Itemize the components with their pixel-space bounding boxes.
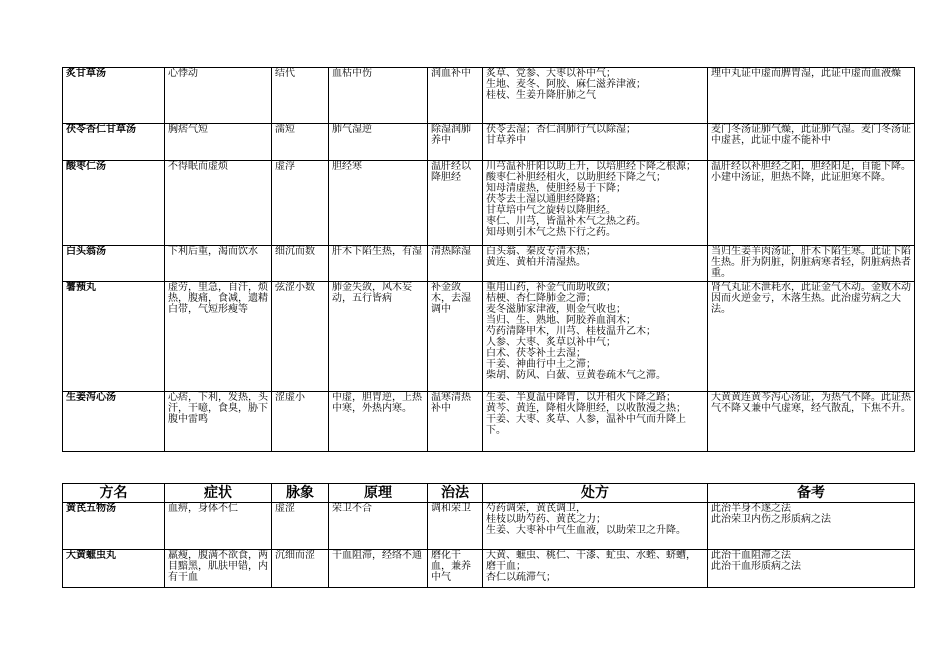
notes-text: 此治半身不遂之法 此治荣卫内伤之形质病之法 [711, 503, 831, 525]
notes-text: 此治干血阻滞之法 此治干血形质病之法 [711, 550, 801, 572]
prescription-line: 桂枝、生姜升降肝肺之气 [486, 90, 596, 101]
prescription-line: 生地、麦冬、阿胶、麻仁滋养津液； [486, 79, 646, 90]
prescription-line: 白术、茯苓补土去湿； [486, 348, 586, 359]
formula-name-text: 白头翁汤 [66, 246, 106, 257]
prescription-line: 重用山药，补金气而助收敛； [486, 282, 616, 293]
prescription-cell [483, 550, 708, 588]
prescription-line: 芍药调荣，黄芪调卫， [486, 503, 586, 514]
prescription-line: 大黄、蟅虫、桃仁、干漆、虻虫、水蛭、蛴螬，磨干血； [486, 550, 696, 572]
pulse-cell [272, 392, 329, 452]
principle-cell [329, 282, 428, 392]
notes-text: 大黄黄连黄芩泻心汤证，为热气不降。此证热气不降又兼中气虚寒，经气散乱，下焦不升。 [711, 392, 911, 414]
table-row [63, 282, 915, 392]
notes-cell [708, 282, 915, 392]
principle-cell [329, 503, 428, 550]
method-cell [428, 550, 483, 588]
prescription-line: 生姜、半夏温中降胃，以开相火下降之路； [486, 392, 676, 403]
header-notes: 备考 [708, 484, 915, 503]
principle-text: 肺金失敛，风木妄动，五行皆病 [332, 282, 412, 304]
formula-name-cell [63, 124, 165, 161]
prescription-line: 人参、大枣、炙草以补中气； [486, 337, 616, 348]
formula-table-lower [62, 483, 915, 588]
principle-cell [329, 124, 428, 161]
formula-name-cell [63, 503, 165, 550]
prescription-line: 茯苓去湿；杏仁润肺行气以除湿； [486, 124, 636, 135]
method-text: 温肝经以降胆经 [431, 161, 471, 183]
pulse-text: 涩虚小 [275, 392, 305, 403]
notes-text: 当归生姜羊肉汤证，肝木下陷生寒。此证下陷生热。肝为阴脏，阴脏病寒者轻，阴脏病热者重。 [711, 246, 911, 279]
pulse-cell [272, 161, 329, 246]
prescription-line: 黄连、黄柏并清湿热。 [486, 257, 586, 268]
pulse-cell [272, 68, 329, 124]
prescription-line: 黄芩、黄连，降相火降胆经，以收散漫之热； [486, 403, 686, 414]
method-text: 调和荣卫 [431, 503, 471, 514]
pulse-text: 虚浮 [275, 161, 295, 172]
formula-name-text: 炙甘草汤 [66, 68, 106, 79]
symptom-text: 心痞，下利，发热，头汗，干噫，食臭，胁下腹中雷鸣 [168, 392, 268, 425]
formula-name-cell [63, 282, 165, 392]
pulse-text: 细沉而数 [275, 246, 315, 257]
formula-name-cell [63, 68, 165, 124]
prescription-line: 桔梗、杏仁降肺金之滞； [486, 293, 596, 304]
method-text: 温寒清热补中 [431, 392, 471, 414]
principle-cell [329, 161, 428, 246]
header-symptom: 症状 [165, 484, 272, 503]
principle-text: 血枯中伤 [332, 68, 372, 79]
pulse-cell [272, 503, 329, 550]
prescription-line: 甘草培中气之旋转以降胆经。 [486, 205, 616, 216]
notes-cell [708, 392, 915, 452]
symptom-cell [165, 503, 272, 550]
method-cell [428, 392, 483, 452]
principle-cell [329, 68, 428, 124]
formula-table-upper [62, 67, 915, 452]
prescription-line: 知母清虚热，使胆经易于下降； [486, 183, 626, 194]
principle-cell [329, 550, 428, 588]
prescription-line: 柴胡、防风、白蔹、豆黄卷疏木气之滞。 [486, 370, 666, 381]
notes-cell [708, 124, 915, 161]
notes-text: 温肝经以补胆经之阳，胆经阳足，自能下降。 小建中汤证，胆热不降，此证胆寒不降。 [711, 161, 911, 183]
notes-text: 理中丸证中虚而脾胃湿，此证中虚而血液燥 [711, 68, 901, 79]
pulse-cell [272, 550, 329, 588]
method-text: 清热除湿 [431, 246, 471, 257]
prescription-line: 酸枣仁补胆经相火，以助胆经下降之气； [486, 172, 666, 183]
header-formula-name: 方名 [63, 484, 165, 503]
header-method: 治法 [428, 484, 483, 503]
prescription-line: 芍药清降甲木，川芎、桂枝温升乙木； [486, 326, 656, 337]
symptom-text: 心悸动 [168, 68, 198, 79]
notes-text: 肾气丸证木泄耗水，此证金气木动。金败木动因而火逆金亏，木落生热。此治虚劳病之大法。 [711, 282, 911, 315]
prescription-line: 甘草养中 [486, 135, 526, 146]
symptom-cell [165, 68, 272, 124]
symptom-cell [165, 246, 272, 282]
prescription-line: 桂枝以助芍药、黄芪之力； [486, 514, 606, 525]
symptom-text: 胸痞气短 [168, 124, 208, 135]
principle-text: 中虚，胆胃逆，上热中寒，外热内寒。 [332, 392, 422, 414]
header-principle: 原理 [329, 484, 428, 503]
method-cell [428, 503, 483, 550]
table-row [63, 503, 915, 550]
prescription-cell [483, 161, 708, 246]
method-text: 磨化干血，兼养中气 [431, 550, 471, 583]
formula-name-cell [63, 392, 165, 452]
formula-name-text: 茯苓杏仁甘草汤 [66, 124, 136, 135]
formula-name-text: 大黄蟅虫丸 [66, 550, 116, 561]
prescription-cell [483, 503, 708, 550]
method-cell [428, 161, 483, 246]
principle-text: 荣卫不合 [332, 503, 372, 514]
prescription-cell [483, 282, 708, 392]
formula-name-cell [63, 550, 165, 588]
symptom-cell [165, 392, 272, 452]
method-cell [428, 246, 483, 282]
symptom-cell [165, 282, 272, 392]
principle-text: 胆经寒 [332, 161, 362, 172]
table-row [63, 68, 915, 124]
notes-cell [708, 503, 915, 550]
pulse-cell [272, 282, 329, 392]
method-cell [428, 68, 483, 124]
prescription-line: 麦冬滋肺家津液，则金气收也； [486, 304, 626, 315]
notes-cell [708, 246, 915, 282]
table-row [63, 124, 915, 161]
header-prescription: 处方 [483, 484, 708, 503]
symptom-text: 下利后重，渴而饮水 [168, 246, 258, 257]
notes-text: 麦门冬汤证肺气燥，此证肺气湿。麦门冬汤证中虚甚，此证中虚不能补中 [711, 124, 911, 146]
notes-cell [708, 68, 915, 124]
formula-name-text: 生姜泻心汤 [66, 392, 116, 403]
prescription-line: 干姜、大枣、炙草、人参，温补中气而升降上下。 [486, 414, 686, 436]
formula-name-cell [63, 246, 165, 282]
table-header-row [63, 484, 915, 503]
notes-cell [708, 161, 915, 246]
symptom-cell [165, 124, 272, 161]
prescription-line: 炙草、党参、大枣以补中气； [486, 68, 616, 79]
pulse-text: 沉细而涩 [275, 550, 315, 561]
symptom-cell [165, 161, 272, 246]
principle-text: 干血阻滞，经络不通 [332, 550, 422, 561]
prescription-line: 白头翁、秦皮专清木热； [486, 246, 596, 257]
table-row [63, 392, 915, 452]
principle-text: 肝木下陷生热，有湿 [332, 246, 422, 257]
symptom-text: 血痹，身体不仁 [168, 503, 238, 514]
method-text: 除湿润肺养中 [431, 124, 471, 146]
prescription-line: 干姜、神曲行中土之滞； [486, 359, 596, 370]
table-row [63, 550, 915, 588]
pulse-text: 虚涩 [275, 503, 295, 514]
method-text: 润血补中 [431, 68, 471, 79]
prescription-line: 川芎温补肝阳以助上升，以培胆经下降之根源； [486, 161, 696, 172]
pulse-cell [272, 246, 329, 282]
formula-name-cell [63, 161, 165, 246]
pulse-cell [272, 124, 329, 161]
prescription-cell [483, 68, 708, 124]
symptom-text: 羸瘦，腹满不欲食，两目黯黑，肌肤甲错，内有干血 [168, 550, 268, 583]
formula-name-text: 薯蓣丸 [66, 282, 96, 293]
principle-cell [329, 392, 428, 452]
method-cell [428, 124, 483, 161]
principle-text: 肺气湿逆 [332, 124, 372, 135]
prescription-line: 茯苓去土湿以通胆经降路； [486, 194, 606, 205]
prescription-line: 杏仁以疏滞气； [486, 572, 556, 583]
pulse-text: 结代 [275, 68, 295, 79]
prescription-line: 生姜、大枣补中气生血液，以助荣卫之升降。 [486, 525, 686, 536]
formula-name-text: 酸枣仁汤 [66, 161, 106, 172]
symptom-cell [165, 550, 272, 588]
pulse-text: 弦涩小数 [275, 282, 315, 293]
table-row [63, 161, 915, 246]
formula-name-text: 黄芪五物汤 [66, 503, 116, 514]
principle-cell [329, 246, 428, 282]
symptom-text: 虚劳，里急，自汗，烦热，腹痛，食减，遗精白带，气短形瘦等 [168, 282, 268, 315]
prescription-line: 知母则引木气之热下行之药。 [486, 227, 616, 238]
notes-cell [708, 550, 915, 588]
method-text: 补金敛木，去湿调中 [431, 282, 471, 315]
header-pulse: 脉象 [272, 484, 329, 503]
prescription-cell [483, 124, 708, 161]
prescription-cell [483, 392, 708, 452]
prescription-line: 枣仁、川芎，皆温补木气之热之药。 [486, 216, 646, 227]
symptom-text: 不得眠而虚烦 [168, 161, 228, 172]
pulse-text: 濡短 [275, 124, 295, 135]
prescription-cell [483, 246, 708, 282]
prescription-line: 当归、生、熟地、阿胶养血润木； [486, 315, 636, 326]
method-cell [428, 282, 483, 392]
table-row [63, 246, 915, 282]
